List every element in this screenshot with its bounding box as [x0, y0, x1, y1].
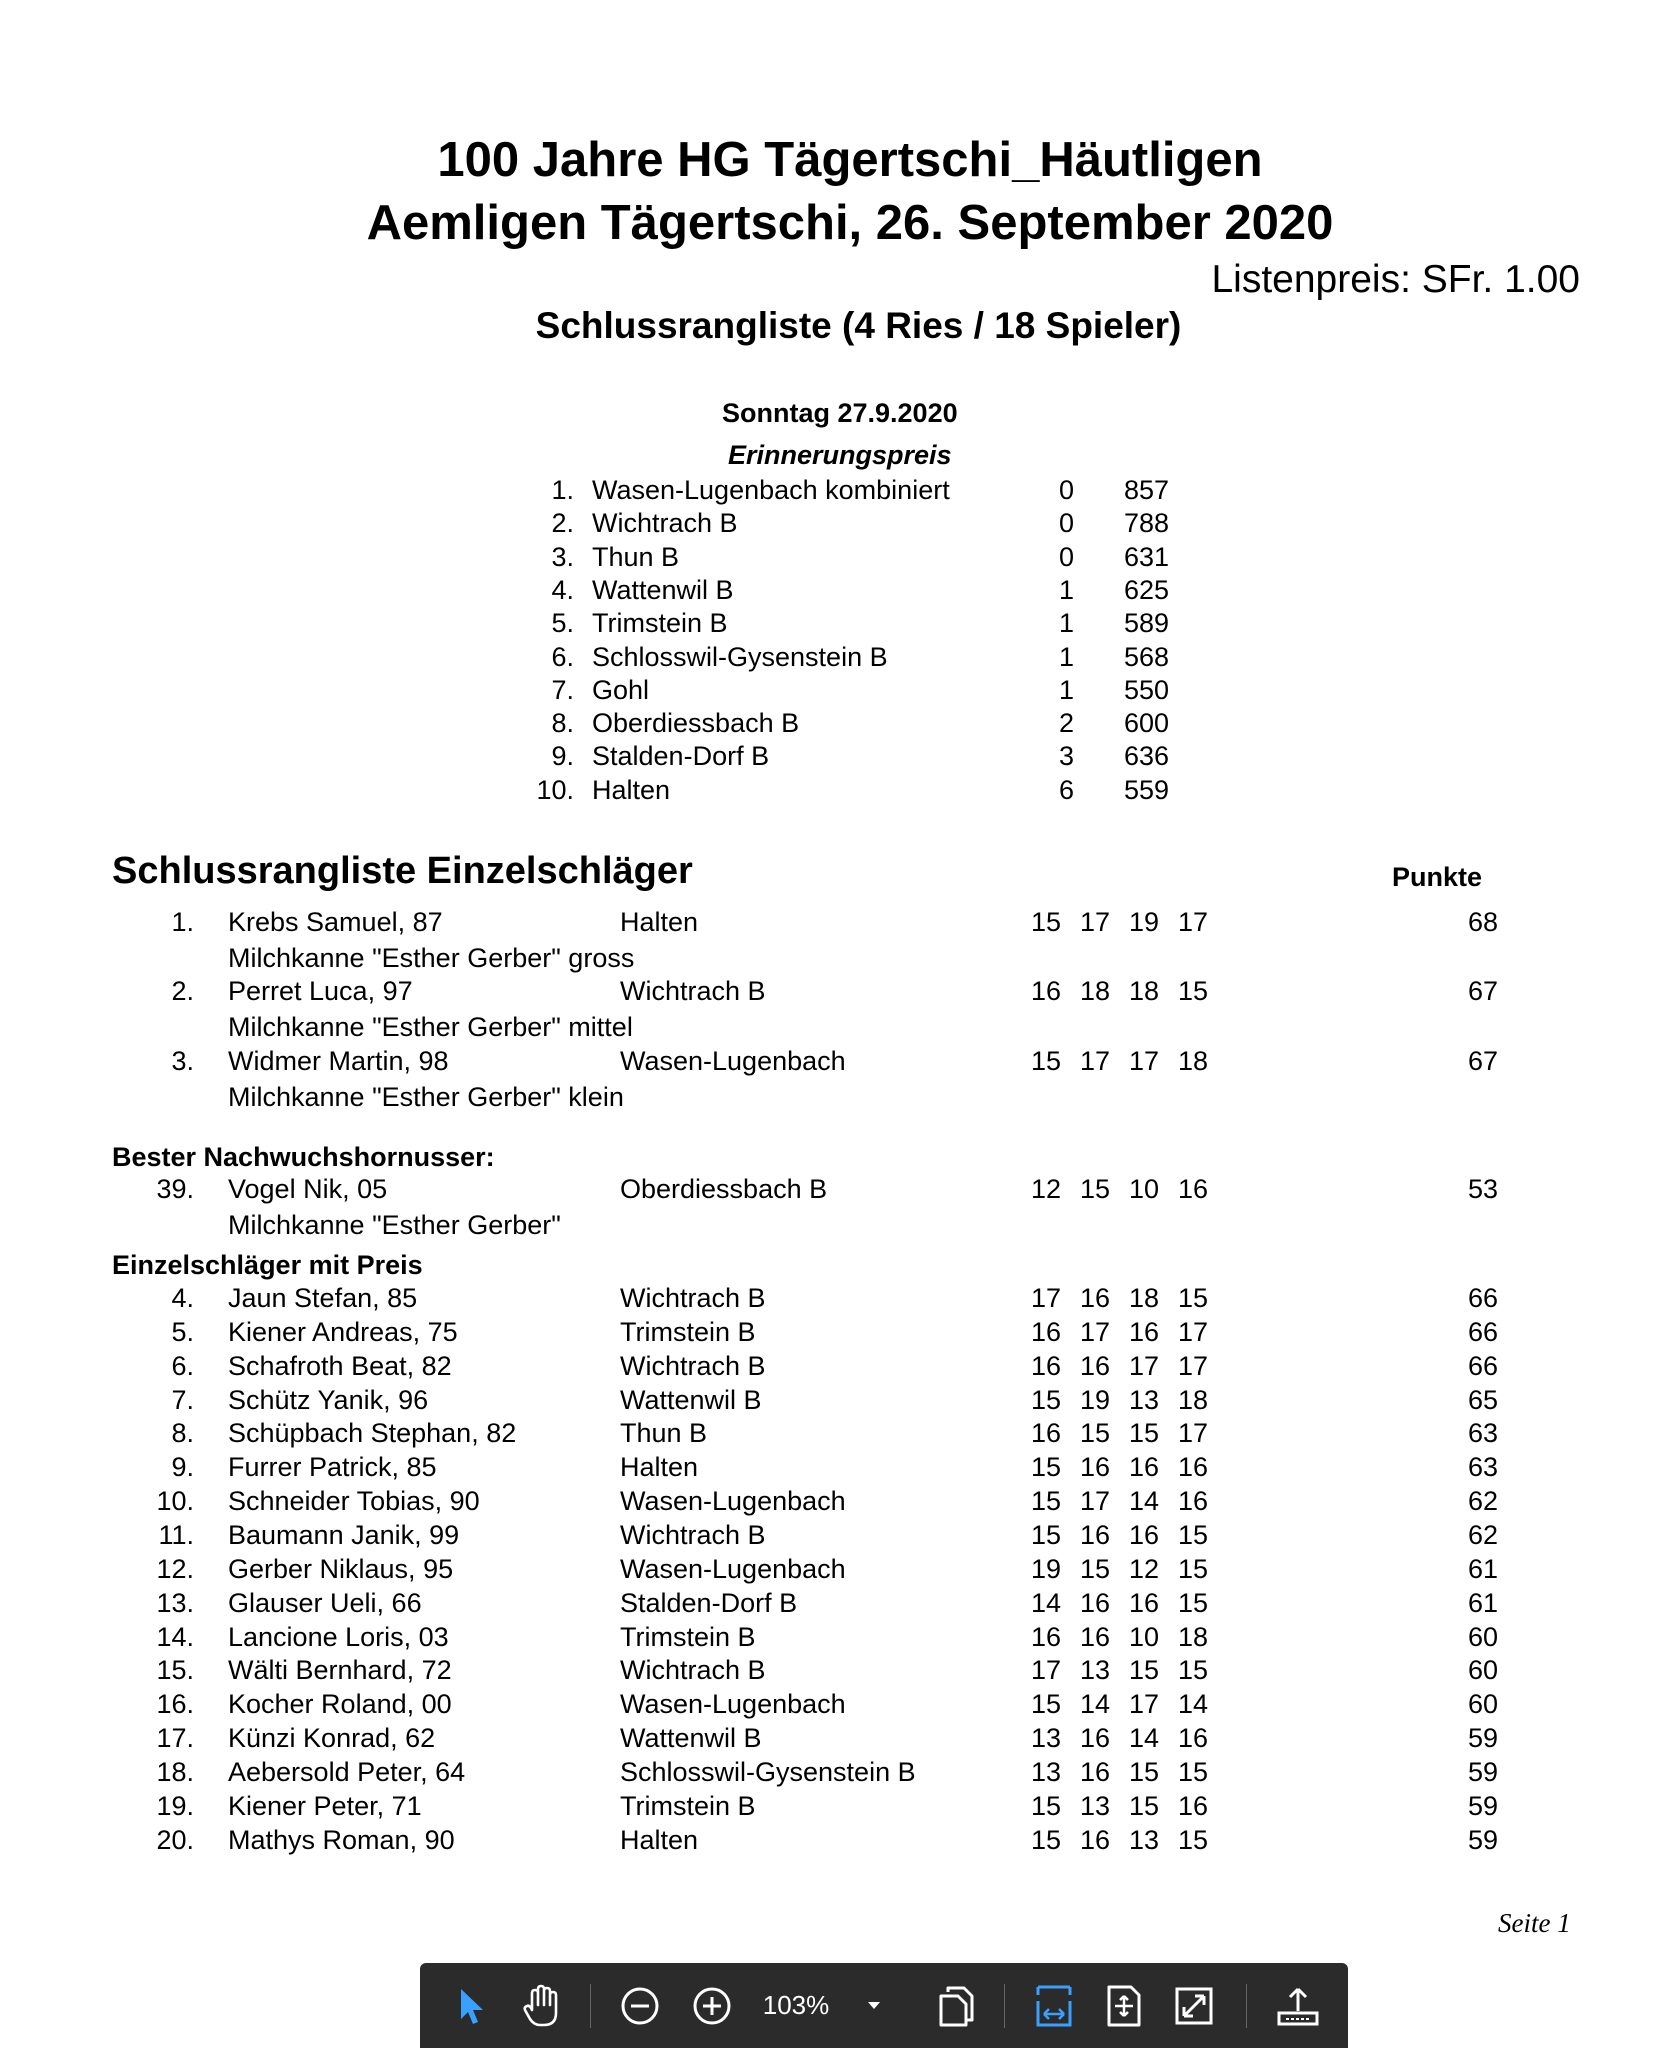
- team-points: 559: [1124, 774, 1170, 805]
- player-total: 59: [1467, 1790, 1498, 1821]
- team-count: 0: [1058, 475, 1074, 505]
- player-name: Kocher Roland, 00: [228, 1689, 452, 1720]
- player-total: 60: [1467, 1689, 1498, 1720]
- player-scores: [1012, 1385, 1208, 1416]
- player-rank: 17.: [156, 1723, 194, 1754]
- player-rank: 18.: [156, 1756, 194, 1787]
- player-total: 59: [1467, 1756, 1498, 1787]
- player-name: Aebersold Peter, 64: [228, 1756, 466, 1787]
- team-count: 1: [1058, 574, 1074, 605]
- player-score: 15: [1030, 1519, 1061, 1550]
- player-scores: [1012, 1317, 1208, 1348]
- player-score: 17: [1030, 1283, 1061, 1313]
- player-scores: [1012, 1283, 1208, 1314]
- share-button[interactable]: [1266, 1963, 1330, 2048]
- fit-width-icon: [1034, 1983, 1074, 2029]
- player-rank: 14.: [156, 1621, 194, 1652]
- team-name: Wichtrach B: [592, 508, 738, 539]
- player-score: 17: [1079, 907, 1110, 937]
- player-scores: [1012, 1825, 1208, 1856]
- player-score: 14: [1079, 1689, 1110, 1720]
- player-rank: 13.: [156, 1587, 194, 1618]
- hand-tool-button[interactable]: [512, 1963, 572, 2048]
- player-score: 19: [1128, 907, 1159, 937]
- team-name: Halten: [592, 774, 671, 805]
- player-score: 14: [1128, 1486, 1159, 1517]
- player-score: 18: [1177, 1046, 1208, 1076]
- team-rank: 9.: [551, 741, 574, 772]
- player-score: 16: [1177, 1174, 1208, 1204]
- player-score: 15: [1030, 1046, 1061, 1076]
- player-score: 18: [1128, 1283, 1159, 1313]
- team-rank: 6.: [551, 641, 574, 672]
- player-score: 16: [1079, 1519, 1110, 1550]
- team-points: 631: [1124, 541, 1170, 572]
- points-column-header: Punkte: [1392, 862, 1483, 892]
- player-score: 15: [1177, 1519, 1208, 1550]
- player-club: Wichtrach B: [620, 1350, 766, 1381]
- player-score: 15: [1030, 1384, 1061, 1415]
- player-scores: [1012, 1554, 1208, 1585]
- player-score: 16: [1177, 1723, 1208, 1754]
- player-club: Wasen-Lugenbach: [620, 1553, 846, 1584]
- page-thumbnails-button[interactable]: [926, 1963, 986, 2048]
- player-score: 16: [1128, 1316, 1159, 1347]
- team-name: Thun B: [592, 541, 680, 572]
- zoom-in-icon: [691, 1985, 733, 2027]
- team-name: Stalden-Dorf B: [592, 741, 770, 772]
- player-score: 14: [1030, 1587, 1061, 1618]
- player-rank: 5.: [171, 1316, 194, 1347]
- team-rank: 10.: [536, 774, 574, 805]
- player-rank: 12.: [156, 1553, 194, 1584]
- player-score: 16: [1177, 1790, 1208, 1821]
- player-score: 16: [1079, 1621, 1110, 1652]
- fullscreen-button[interactable]: [1164, 1963, 1224, 2048]
- hand-pan-icon: [520, 1983, 564, 2029]
- chevron-down-icon: [867, 2001, 881, 2011]
- team-points: 600: [1124, 708, 1170, 739]
- player-name: Wälti Bernhard, 72: [228, 1655, 452, 1686]
- player-club: Wichtrach B: [620, 976, 766, 1006]
- team-rank: 2.: [551, 508, 574, 539]
- player-scores: [1012, 1418, 1208, 1449]
- team-count: 1: [1058, 608, 1074, 639]
- team-points: 857: [1124, 475, 1170, 505]
- player-score: 15: [1030, 1689, 1061, 1720]
- player-club: Stalden-Dorf B: [620, 1587, 798, 1618]
- player-total: 67: [1467, 976, 1498, 1006]
- player-score: 16: [1177, 1452, 1208, 1483]
- player-scores: [1012, 1351, 1208, 1382]
- player-score: 15: [1128, 1756, 1159, 1787]
- player-rank: 8.: [171, 1418, 194, 1449]
- player-score: 15: [1177, 976, 1208, 1006]
- player-club: Trimstein B: [620, 1790, 756, 1821]
- player-total: 66: [1467, 1283, 1498, 1313]
- player-name: Kiener Andreas, 75: [228, 1316, 458, 1347]
- player-name: Kiener Peter, 71: [228, 1790, 422, 1821]
- player-rank: 15.: [156, 1655, 194, 1686]
- player-name: Glauser Ueli, 66: [228, 1587, 422, 1618]
- fit-width-button[interactable]: [1024, 1963, 1084, 2048]
- player-score: 17: [1128, 1046, 1159, 1076]
- player-score: 15: [1177, 1553, 1208, 1584]
- player-total: 61: [1467, 1553, 1498, 1584]
- player-score: 17: [1128, 1689, 1159, 1720]
- player-scores: [1012, 1046, 1208, 1077]
- document-title-line2: Aemligen Tägertschi, 26. September 2020: [366, 196, 1334, 250]
- player-scores: [1012, 1520, 1208, 1551]
- player-score: 15: [1030, 1452, 1061, 1483]
- player-score: 15: [1177, 1655, 1208, 1686]
- player-scores: [1012, 1757, 1208, 1788]
- team-name: Trimstein B: [592, 608, 728, 639]
- player-score: 13: [1079, 1790, 1110, 1821]
- player-total: 60: [1467, 1655, 1498, 1686]
- player-score: 16: [1128, 1587, 1159, 1618]
- player-score: 13: [1128, 1384, 1159, 1415]
- team-count: 3: [1058, 741, 1074, 772]
- player-club: Wasen-Lugenbach: [620, 1046, 846, 1076]
- player-total: 59: [1467, 1723, 1498, 1754]
- player-score: 16: [1030, 1350, 1061, 1381]
- player-total: 65: [1467, 1384, 1498, 1415]
- player-score: 18: [1177, 1621, 1208, 1652]
- team-points: 636: [1124, 741, 1170, 772]
- player-rank: 2.: [171, 976, 194, 1006]
- team-rank: 7.: [551, 674, 574, 705]
- team-section-prize: Erinnerungspreis: [728, 440, 952, 470]
- player-total: 66: [1467, 1316, 1498, 1347]
- player-scores: [1012, 1486, 1208, 1517]
- player-scores: [1012, 1174, 1208, 1205]
- player-total: 63: [1467, 1452, 1498, 1483]
- player-club: Wichtrach B: [620, 1283, 766, 1313]
- player-scores: [1012, 1622, 1208, 1653]
- player-scores: [1012, 1588, 1208, 1619]
- player-prize: Milchkanne "Esther Gerber" gross: [228, 943, 635, 973]
- player-score: 17: [1079, 1486, 1110, 1517]
- player-score: 17: [1177, 1418, 1208, 1449]
- player-name: Baumann Janik, 99: [228, 1519, 460, 1550]
- player-name: Schüpbach Stephan, 82: [228, 1418, 517, 1449]
- document-title-line1: 100 Jahre HG Tägertschi_Häutligen: [437, 133, 1263, 187]
- player-name: Mathys Roman, 90: [228, 1824, 455, 1855]
- player-total: 62: [1467, 1519, 1498, 1550]
- player-club: Oberdiessbach B: [620, 1174, 828, 1204]
- document-subtitle: Schlussrangliste (4 Ries / 18 Spieler): [535, 305, 1182, 346]
- player-name: Vogel Nik, 05: [228, 1174, 388, 1204]
- player-name: Jaun Stefan, 85: [228, 1283, 418, 1313]
- player-total: 67: [1467, 1046, 1498, 1076]
- player-score: 15: [1128, 1418, 1159, 1449]
- player-scores: [1012, 907, 1208, 938]
- player-club: Thun B: [620, 1418, 708, 1449]
- fullscreen-icon: [1174, 1986, 1214, 2026]
- share-upload-icon: [1276, 1985, 1320, 2027]
- player-total: 60: [1467, 1621, 1498, 1652]
- player-club: Wichtrach B: [620, 1655, 766, 1686]
- player-rank: 20.: [156, 1824, 194, 1855]
- player-rank: 39.: [156, 1174, 194, 1204]
- player-score: 15: [1030, 1486, 1061, 1517]
- player-name: Schafroth Beat, 82: [228, 1350, 452, 1381]
- player-club: Wattenwil B: [620, 1723, 762, 1754]
- player-score: 18: [1128, 976, 1159, 1006]
- player-score: 17: [1177, 1316, 1208, 1347]
- player-club: Halten: [620, 907, 699, 937]
- player-total: 59: [1467, 1824, 1498, 1855]
- player-score: 12: [1128, 1553, 1159, 1584]
- player-score: 15: [1079, 1418, 1110, 1449]
- zoom-out-icon: [619, 1985, 661, 2027]
- player-score: 16: [1079, 1756, 1110, 1787]
- player-score: 17: [1030, 1655, 1061, 1686]
- player-score: 19: [1030, 1553, 1061, 1584]
- player-scores: [1012, 1655, 1208, 1686]
- team-name: Schlosswil-Gysenstein B: [592, 641, 888, 672]
- youth-heading: Bester Nachwuchshornusser:: [112, 1142, 495, 1172]
- player-rank: 1.: [171, 907, 194, 937]
- team-rank: 8.: [551, 708, 574, 739]
- team-count: 1: [1058, 641, 1074, 672]
- player-club: Wattenwil B: [620, 1384, 762, 1415]
- player-rank: 7.: [171, 1384, 194, 1415]
- player-score: 15: [1128, 1655, 1159, 1686]
- player-scores: [1012, 1723, 1208, 1754]
- zoom-in-button[interactable]: [682, 1963, 742, 2048]
- player-rank: 19.: [156, 1790, 194, 1821]
- player-score: 17: [1128, 1350, 1159, 1381]
- player-score: 15: [1030, 1824, 1061, 1855]
- player-score: 14: [1128, 1723, 1159, 1754]
- player-score: 15: [1128, 1790, 1159, 1821]
- player-score: 16: [1079, 1350, 1110, 1381]
- player-score: 16: [1079, 1283, 1110, 1313]
- player-score: 16: [1177, 1486, 1208, 1517]
- team-count: 1: [1058, 674, 1074, 705]
- team-name: Wattenwil B: [592, 574, 734, 605]
- team-points: 788: [1124, 508, 1170, 539]
- player-club: Halten: [620, 1452, 699, 1483]
- player-score: 13: [1079, 1655, 1110, 1686]
- player-name: Lancione Loris, 03: [228, 1621, 449, 1652]
- player-score: 13: [1030, 1723, 1061, 1754]
- player-score: 15: [1177, 1824, 1208, 1855]
- player-score: 10: [1128, 1621, 1159, 1652]
- team-rank: 1.: [551, 475, 574, 505]
- player-total: 61: [1467, 1587, 1498, 1618]
- player-score: 16: [1030, 1316, 1061, 1347]
- pages-icon: [936, 1984, 976, 2028]
- team-count: 0: [1058, 508, 1074, 539]
- team-rank: 4.: [551, 574, 574, 605]
- individual-ranking-heading: Schlussrangliste Einzelschläger: [112, 850, 693, 892]
- player-score: 15: [1030, 907, 1061, 937]
- player-scores: [1012, 1689, 1208, 1720]
- team-count: 0: [1058, 541, 1074, 572]
- player-club: Schlosswil-Gysenstein B: [620, 1756, 916, 1787]
- player-score: 18: [1079, 976, 1110, 1006]
- team-points: 550: [1124, 674, 1170, 705]
- player-score: 10: [1128, 1174, 1159, 1204]
- player-score: 16: [1128, 1452, 1159, 1483]
- player-name: Furrer Patrick, 85: [228, 1452, 437, 1483]
- player-rank: 10.: [156, 1486, 194, 1517]
- player-score: 15: [1030, 1790, 1061, 1821]
- select-tool-button[interactable]: [442, 1963, 502, 2048]
- team-points: 589: [1124, 608, 1170, 639]
- page-number-label: Seite 1: [1498, 1908, 1571, 1938]
- player-total: 66: [1467, 1350, 1498, 1381]
- team-rank: 3.: [551, 541, 574, 572]
- player-name: Krebs Samuel, 87: [228, 907, 443, 937]
- player-rank: 9.: [171, 1452, 194, 1483]
- fit-page-button[interactable]: [1094, 1963, 1154, 2048]
- team-rank: 5.: [551, 608, 574, 639]
- player-name: Schütz Yanik, 96: [228, 1384, 429, 1415]
- team-points: 625: [1124, 574, 1170, 605]
- player-total: 53: [1467, 1174, 1498, 1204]
- select-arrow-icon: [457, 1986, 487, 2026]
- player-name: Schneider Tobias, 90: [228, 1486, 480, 1517]
- player-score: 16: [1030, 1418, 1061, 1449]
- player-score: 16: [1079, 1723, 1110, 1754]
- pdf-viewer-toolbar: [420, 1963, 1348, 2048]
- player-score: 17: [1177, 1350, 1208, 1381]
- player-name: Perret Luca, 97: [228, 976, 413, 1006]
- player-score: 16: [1079, 1824, 1110, 1855]
- player-score: 16: [1079, 1587, 1110, 1618]
- team-count: 6: [1058, 774, 1074, 805]
- player-rank: 4.: [171, 1283, 194, 1313]
- player-prize: Milchkanne "Esther Gerber": [228, 1210, 561, 1240]
- zoom-level-select[interactable]: [752, 1963, 892, 2048]
- team-count: 2: [1058, 708, 1074, 739]
- player-club: Halten: [620, 1824, 699, 1855]
- player-prize: Milchkanne "Esther Gerber" klein: [228, 1082, 624, 1112]
- player-score: 17: [1177, 907, 1208, 937]
- player-club: Wasen-Lugenbach: [620, 1689, 846, 1720]
- player-club: Trimstein B: [620, 1621, 756, 1652]
- player-rank: 16.: [156, 1689, 194, 1720]
- player-name: Gerber Niklaus, 95: [228, 1553, 454, 1584]
- player-score: 19: [1079, 1384, 1110, 1415]
- player-score: 17: [1079, 1316, 1110, 1347]
- player-scores: [1012, 976, 1208, 1007]
- player-total: 68: [1467, 907, 1498, 937]
- player-club: Wasen-Lugenbach: [620, 1486, 846, 1517]
- player-scores: [1012, 1791, 1208, 1822]
- player-score: 16: [1030, 1621, 1061, 1652]
- fit-page-icon: [1105, 1984, 1143, 2028]
- player-score: 15: [1079, 1553, 1110, 1584]
- player-prize: Milchkanne "Esther Gerber" mittel: [228, 1012, 633, 1042]
- player-club: Wichtrach B: [620, 1519, 766, 1550]
- player-score: 16: [1079, 1452, 1110, 1483]
- player-score: 15: [1079, 1174, 1110, 1204]
- prize-heading: Einzelschläger mit Preis: [112, 1250, 423, 1280]
- player-score: 15: [1177, 1587, 1208, 1618]
- player-score: 13: [1030, 1756, 1061, 1787]
- player-score: 16: [1030, 976, 1061, 1006]
- player-score: 12: [1030, 1174, 1061, 1204]
- team-section-date: Sonntag 27.9.2020: [722, 398, 958, 428]
- player-total: 63: [1467, 1418, 1498, 1449]
- player-score: 18: [1177, 1384, 1208, 1415]
- list-price: Listenpreis: SFr. 1.00: [1211, 258, 1580, 301]
- team-points: 568: [1124, 641, 1170, 672]
- player-score: 17: [1079, 1046, 1110, 1076]
- player-scores: [1012, 1452, 1208, 1483]
- team-name: Gohl: [592, 674, 650, 705]
- player-score: 15: [1177, 1756, 1208, 1787]
- player-total: 62: [1467, 1486, 1498, 1517]
- player-name: Künzi Konrad, 62: [228, 1723, 436, 1754]
- player-club: Trimstein B: [620, 1316, 756, 1347]
- team-name: Wasen-Lugenbach kombiniert: [592, 475, 950, 505]
- player-score: 16: [1128, 1519, 1159, 1550]
- team-name: Oberdiessbach B: [592, 708, 800, 739]
- player-rank: 3.: [171, 1046, 194, 1076]
- player-rank: 6.: [171, 1350, 194, 1381]
- player-score: 15: [1177, 1283, 1208, 1313]
- zoom-out-button[interactable]: [610, 1963, 670, 2048]
- player-name: Widmer Martin, 98: [228, 1046, 449, 1076]
- player-score: 14: [1177, 1689, 1208, 1720]
- player-rank: 11.: [158, 1519, 194, 1550]
- player-score: 13: [1128, 1824, 1159, 1855]
- zoom-level-value: 103%: [762, 1990, 830, 2020]
